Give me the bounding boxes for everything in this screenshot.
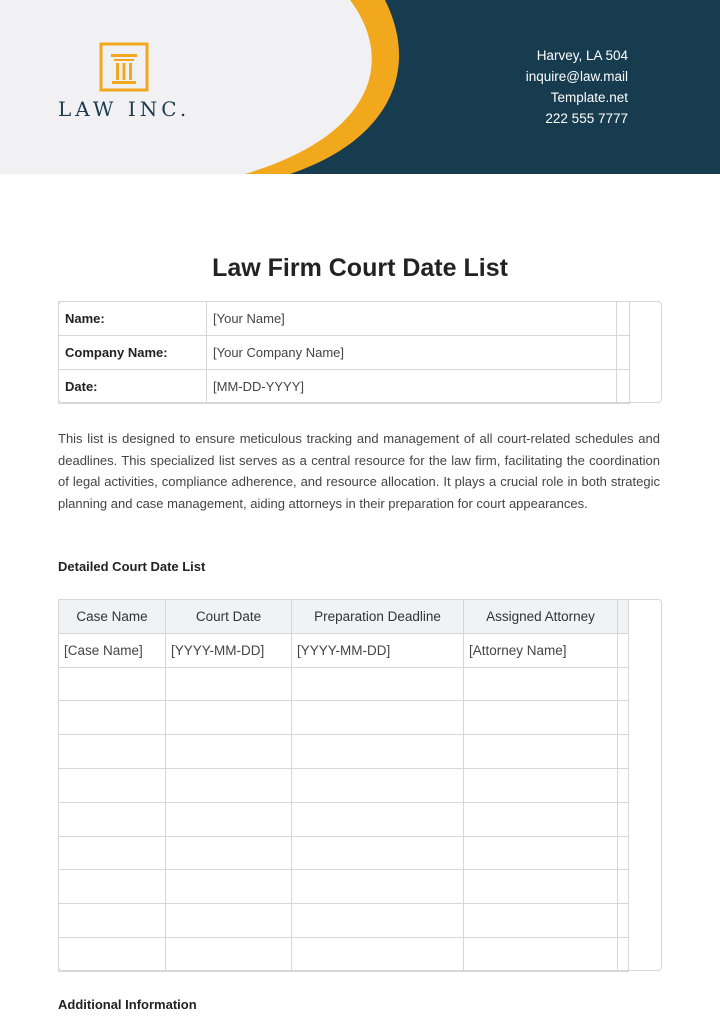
table-row [59, 633, 629, 667]
table-cell[interactable] [292, 870, 464, 904]
court-section-title: Detailed Court Date List [58, 559, 206, 574]
table-cell[interactable] [166, 701, 292, 735]
info-empty-cell [617, 370, 630, 404]
table-cell[interactable] [292, 735, 464, 769]
table-empty-cell [618, 768, 629, 802]
table-cell[interactable] [59, 667, 166, 701]
table-row [59, 836, 629, 870]
info-table-container [58, 301, 662, 403]
table-cell[interactable]: [Case Name] [59, 633, 166, 667]
table-cell[interactable] [464, 937, 618, 971]
contact-email: inquire@law.mail [525, 69, 628, 84]
table-cell[interactable] [166, 735, 292, 769]
column-header-case-name: Case Name [59, 600, 166, 634]
table-cell[interactable] [59, 735, 166, 769]
table-row [59, 937, 629, 971]
table-cell[interactable] [464, 701, 618, 735]
table-cell[interactable] [292, 768, 464, 802]
pillar-logo-icon [99, 42, 149, 92]
table-cell[interactable] [464, 768, 618, 802]
description-paragraph: This list is designed to ensure meticulous tracking and management of all court-related schedules and deadlines. This specialized list serves as a central resource for the law firm, facilitating the coordination of legal activities, compliance adherence, and resource allocation. It plays a crucial role in both strategic planning and case management, aiding attorneys in their preparation for court appearances. [58, 431, 660, 511]
table-cell[interactable] [166, 768, 292, 802]
court-date-table [58, 599, 629, 972]
info-row-name [59, 302, 630, 336]
table-empty-cell [618, 701, 629, 735]
table-cell[interactable] [59, 904, 166, 938]
table-cell[interactable]: [YYYY-MM-DD] [292, 633, 464, 667]
info-label: Date: [59, 370, 207, 404]
table-empty-cell [618, 633, 629, 667]
info-empty-cell [617, 336, 630, 370]
column-header-empty [618, 600, 629, 634]
table-cell[interactable] [59, 836, 166, 870]
table-row [59, 802, 629, 836]
table-cell[interactable] [464, 735, 618, 769]
info-value[interactable]: [Your Company Name] [207, 336, 617, 370]
column-header-assigned-attorney: Assigned Attorney [464, 600, 618, 634]
table-cell[interactable] [59, 870, 166, 904]
table-row [59, 667, 629, 701]
info-row-date [59, 370, 630, 404]
table-cell[interactable] [166, 937, 292, 971]
table-cell[interactable] [464, 802, 618, 836]
contact-address: Harvey, LA 504 [536, 48, 628, 63]
table-cell[interactable] [59, 768, 166, 802]
table-cell[interactable] [166, 836, 292, 870]
table-cell[interactable] [166, 667, 292, 701]
table-row [59, 768, 629, 802]
table-cell[interactable] [59, 937, 166, 971]
table-empty-cell [618, 870, 629, 904]
table-cell[interactable] [292, 937, 464, 971]
contact-info [526, 45, 628, 129]
table-cell[interactable] [464, 836, 618, 870]
info-table [58, 301, 630, 404]
table-cell[interactable] [292, 904, 464, 938]
info-empty-cell [617, 302, 630, 336]
table-header-row [59, 600, 629, 634]
column-header-preparation-deadline: Preparation Deadline [292, 600, 464, 634]
table-empty-cell [618, 836, 629, 870]
table-cell[interactable] [292, 701, 464, 735]
table-cell[interactable] [464, 667, 618, 701]
table-cell[interactable] [464, 904, 618, 938]
table-empty-cell [618, 937, 629, 971]
table-row [59, 870, 629, 904]
table-cell[interactable] [166, 870, 292, 904]
table-empty-cell [618, 667, 629, 701]
table-row [59, 904, 629, 938]
additional-info-title: Additional Information [58, 997, 197, 1012]
table-cell[interactable] [166, 802, 292, 836]
table-cell[interactable]: [YYYY-MM-DD] [166, 633, 292, 667]
letterhead [0, 0, 720, 174]
info-label: Company Name: [59, 336, 207, 370]
info-label: Name: [59, 302, 207, 336]
info-value[interactable]: [Your Name] [207, 302, 617, 336]
table-cell[interactable] [292, 667, 464, 701]
info-row-company [59, 336, 630, 370]
table-row [59, 701, 629, 735]
table-row [59, 735, 629, 769]
document-title: Law Firm Court Date List [212, 254, 508, 282]
table-cell[interactable]: [Attorney Name] [464, 633, 618, 667]
company-logo [56, 42, 196, 122]
table-empty-cell [618, 802, 629, 836]
table-cell[interactable] [292, 802, 464, 836]
table-empty-cell [618, 735, 629, 769]
table-cell[interactable] [166, 904, 292, 938]
contact-phone: 222 555 7777 [545, 111, 628, 126]
court-table-container [58, 599, 662, 971]
table-cell[interactable] [59, 802, 166, 836]
table-empty-cell [618, 904, 629, 938]
table-cell[interactable] [292, 836, 464, 870]
column-header-court-date: Court Date [166, 600, 292, 634]
table-cell[interactable] [464, 870, 618, 904]
company-name: LAW INC. [58, 97, 191, 121]
table-cell[interactable] [59, 701, 166, 735]
info-value[interactable]: [MM-DD-YYYY] [207, 370, 617, 404]
contact-website: Template.net [550, 90, 628, 105]
